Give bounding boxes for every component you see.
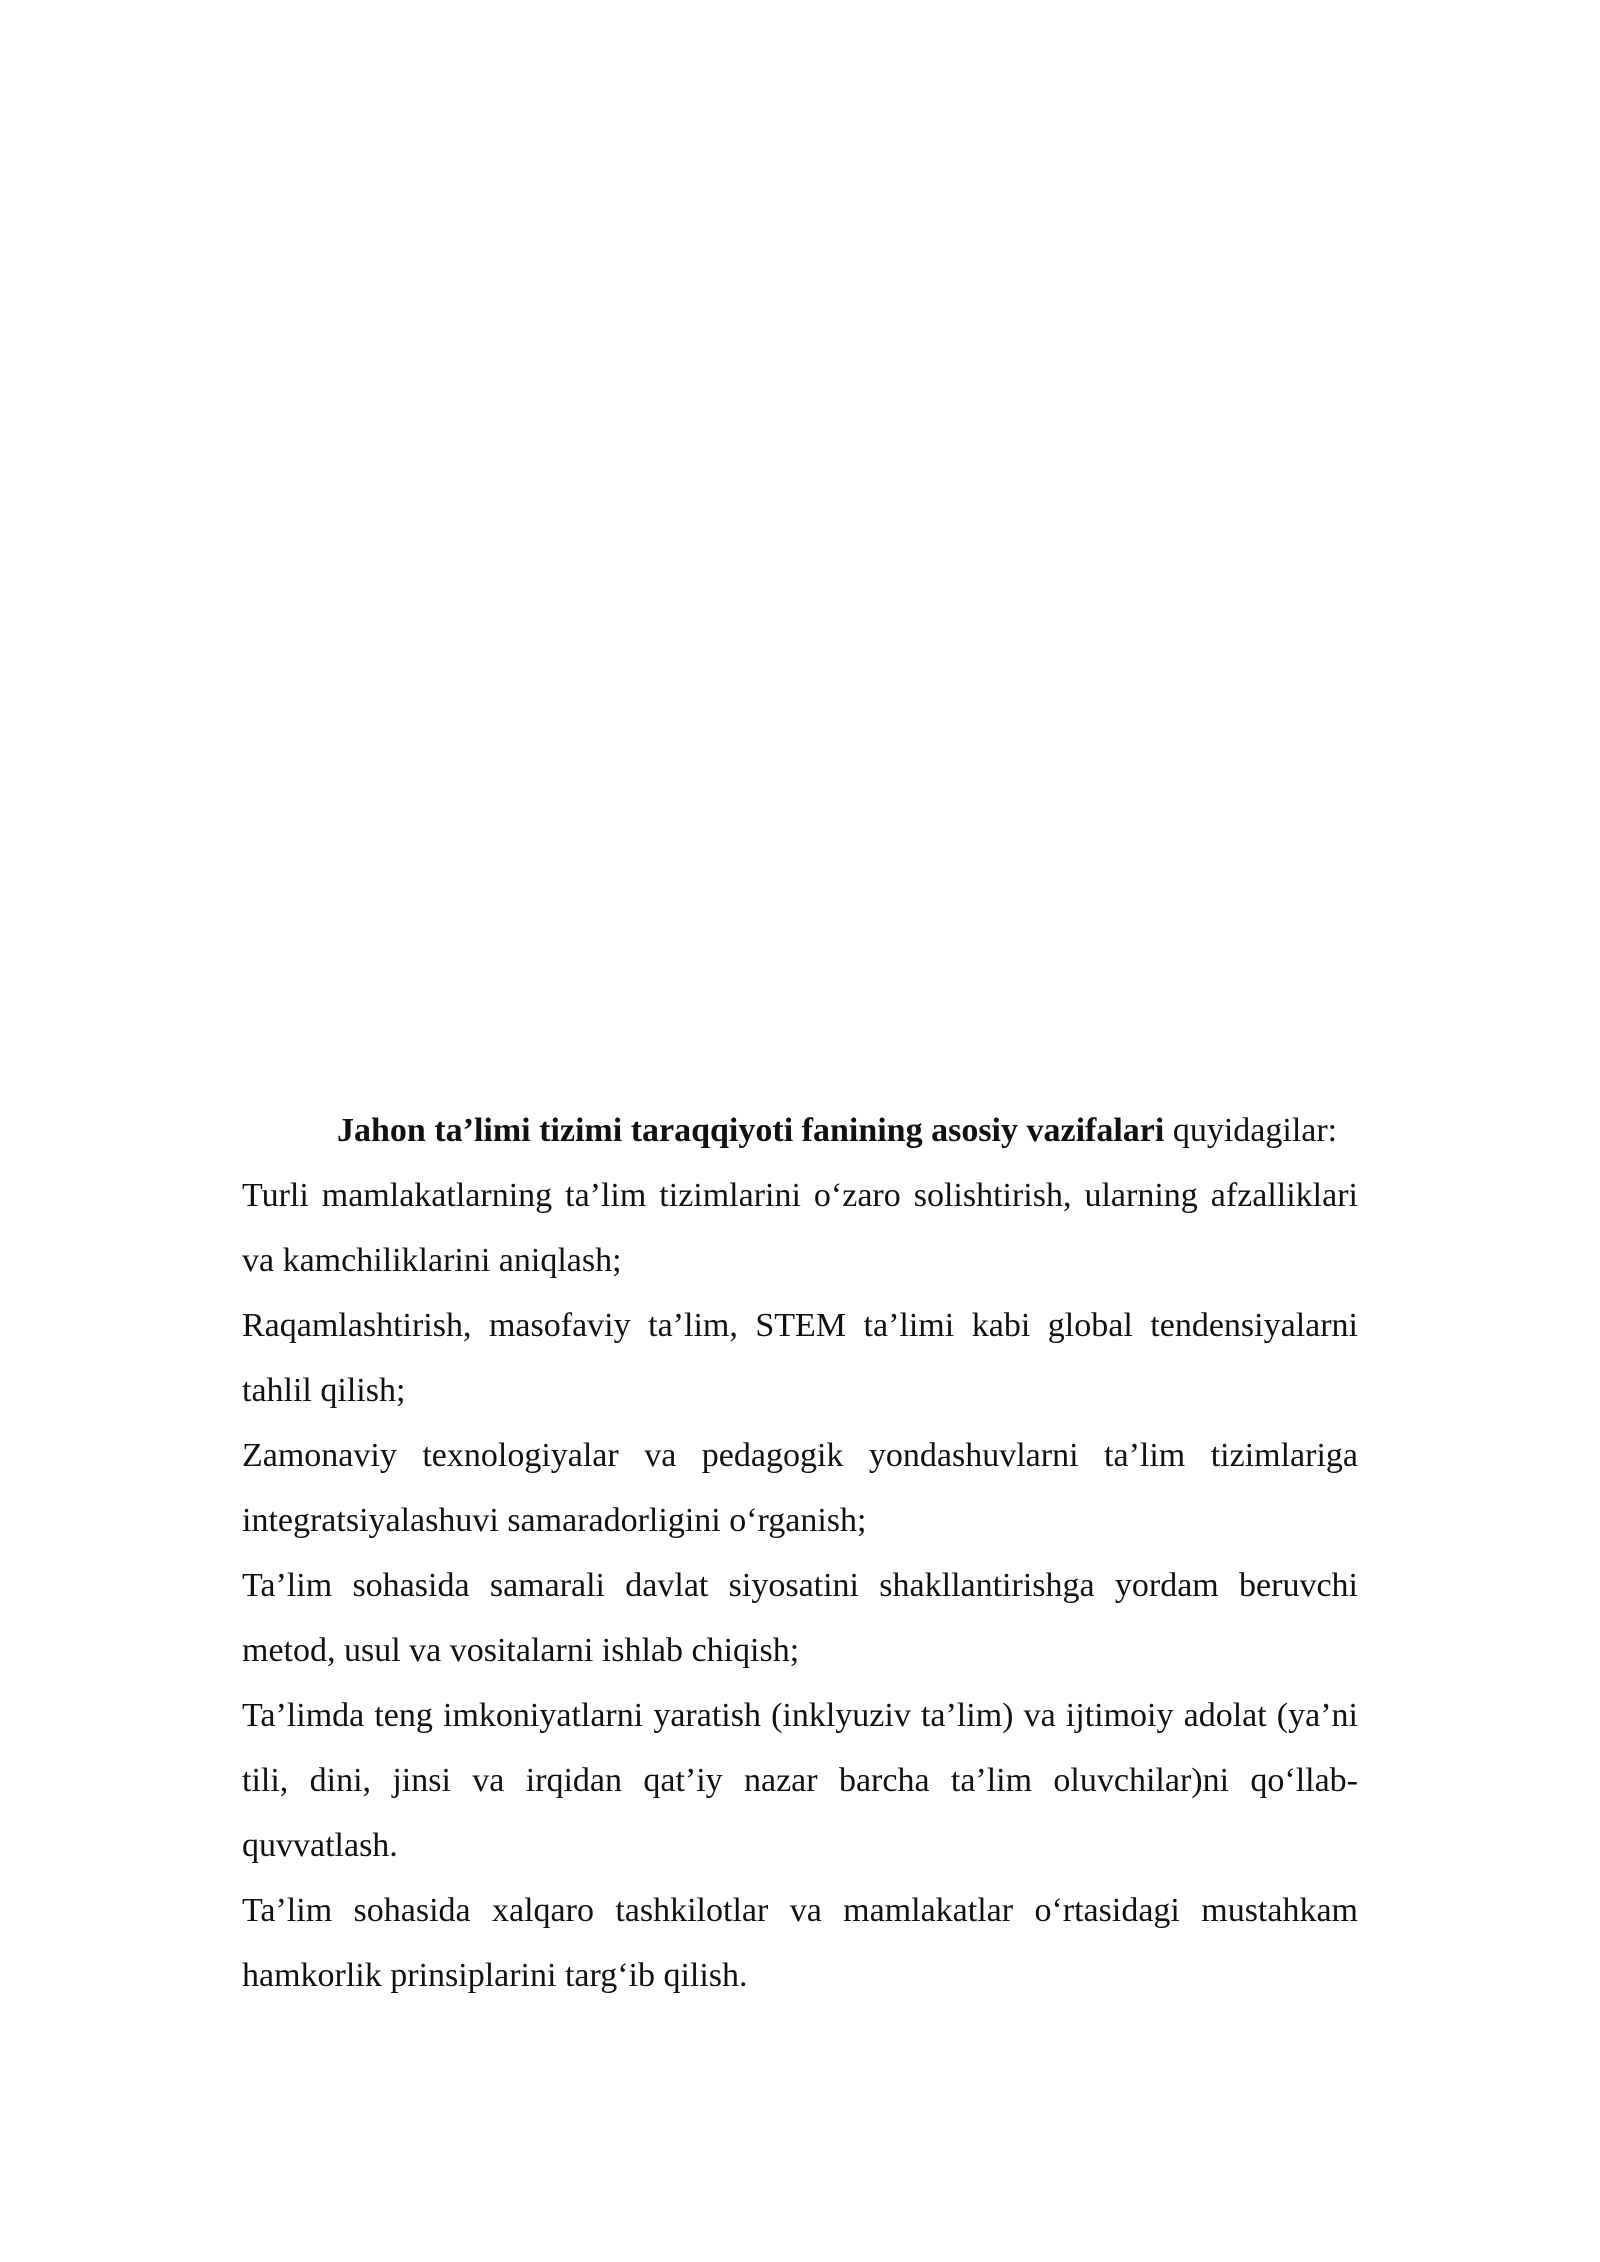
intro-heading-bold: Jahon ta’limi tizimi taraqqiyoti fanining asosiy vazifalari: [337, 1112, 1165, 1149]
list-item: Ta’limda teng imkoniyatlarni yaratish (inklyuziv ta’lim) va ijtimoiy adolat (ya’ni tili, dini, jinsi va irqidan qat’iy nazar barcha ta’lim oluvchilar)ni qo‘llab-quvvatlash.: [242, 1697, 1358, 1864]
list-item: Ta’lim sohasida samarali davlat siyosatini shakllantirishga yordam beruvchi metod, usul va vositalarni ishlab chiqish;: [242, 1567, 1358, 1669]
document-body: [242, 1098, 1358, 2008]
list-item: Zamonaviy texnologiyalar va pedagogik yondashuvlarni ta’lim tizimlariga integratsiyalashuvi samaradorligini o‘rganish;: [242, 1437, 1358, 1539]
list-item: Ta’lim sohasida xalqaro tashkilotlar va mamlakatlar o‘rtasidagi mustahkam hamkorlik prinsiplarini targ‘ib qilish.: [242, 1892, 1358, 1994]
intro-paragraph: [242, 1098, 1358, 1163]
list-item: Raqamlashtirish, masofaviy ta’lim, STEM ta’limi kabi global tendensiyalarni tahlil qilish;: [242, 1307, 1358, 1409]
intro-heading-rest: quyidagilar:: [1172, 1112, 1338, 1149]
list-item: Turli mamlakatlarning ta’lim tizimlarini o‘zaro solishtirish, ularning afzalliklari va kamchiliklarini aniqlash;: [242, 1177, 1358, 1279]
